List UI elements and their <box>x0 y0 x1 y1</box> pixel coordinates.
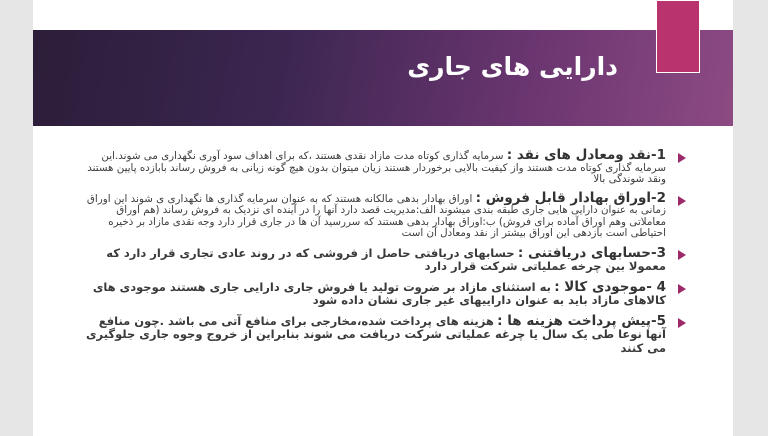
list-item <box>86 244 666 274</box>
slide-title: دارایی های جاری <box>407 52 618 81</box>
item-heading: 3-حسابهای دریافتنی : <box>517 244 666 261</box>
item-heading: 1-نقد ومعادل های نقد : <box>506 147 666 163</box>
list-item <box>86 312 666 356</box>
item-text: سرمایه گذاری کوتاه مدت مازاد نقدی هستند ،که برای اهداف سود آوری نگهداری می شوند.این سرمایه گذاری کوتاه مدت هستند واز کیفیت بالایی برخوردار هستند زیان میتوان بدون هیچ گونه زیانی به فروش رساند بابازده پایین هستند ونقد شوندگی بالا <box>87 150 666 185</box>
triangle-bullet-icon <box>678 196 686 206</box>
item-text: هزینه های پرداخت شده،مخارجی برای منافع آتی می باشد .چون منافع آنها نوعا طی یک سال یا چرغه عملیاتی شرکت دریافت می شوند بنابراین از خروج وجوه جاری جلوگیری می کنند <box>86 313 666 355</box>
item-heading: 4 -موجودی کالا : <box>554 278 666 295</box>
item-text: حسابهای دریافتی حاصل از فروشی که در روند عادی تجاری قرار دارد که معمولا بین چرخه عملیاتی شرکت قرار دارد <box>106 245 666 273</box>
list-item <box>86 189 666 240</box>
item-heading: 2-اوراق بهادار قابل فروش : <box>475 189 666 206</box>
item-heading: 5-پیش پرداخت هزینه ها : <box>497 312 666 329</box>
item-text: اوراق بهادار بدهی مالکانه هستند که به عنوان سرمایه گذاری ها نگهداری ی شوند این اوراق زمانی به عنوان دارایی هایی جاری طبقه بندی میشوند الف:مدیریت قصد دارد آنها را در آینده ای نزدیک به فروش رساند (هم اوراق معاملاتی وهم اوراق آماده برای فروش) ب:اوراق بهادار بدهی هستند که سررسید آن ها در جاری قرار دارد وجه نقدی مازاد بر ذخیره احتیاطی است بازدهی این اوراق بیشتر از نقد ومعادل آن است <box>86 192 666 239</box>
list-item <box>86 147 666 186</box>
accent-tab <box>656 0 700 73</box>
title-banner <box>33 30 733 126</box>
triangle-bullet-icon <box>678 284 686 294</box>
triangle-bullet-icon <box>678 250 686 260</box>
triangle-bullet-icon <box>678 318 686 328</box>
item-text: به استثنای مازاد بر ضروت تولید یا فروش جاری دارایی جاری هستند موجودی های کالاهای مازاد باید به عنوان داراییهای غیر جاری نشان داده شود <box>92 279 666 307</box>
list-item <box>86 278 666 308</box>
bullet-list <box>86 147 666 362</box>
triangle-bullet-icon <box>678 153 686 163</box>
